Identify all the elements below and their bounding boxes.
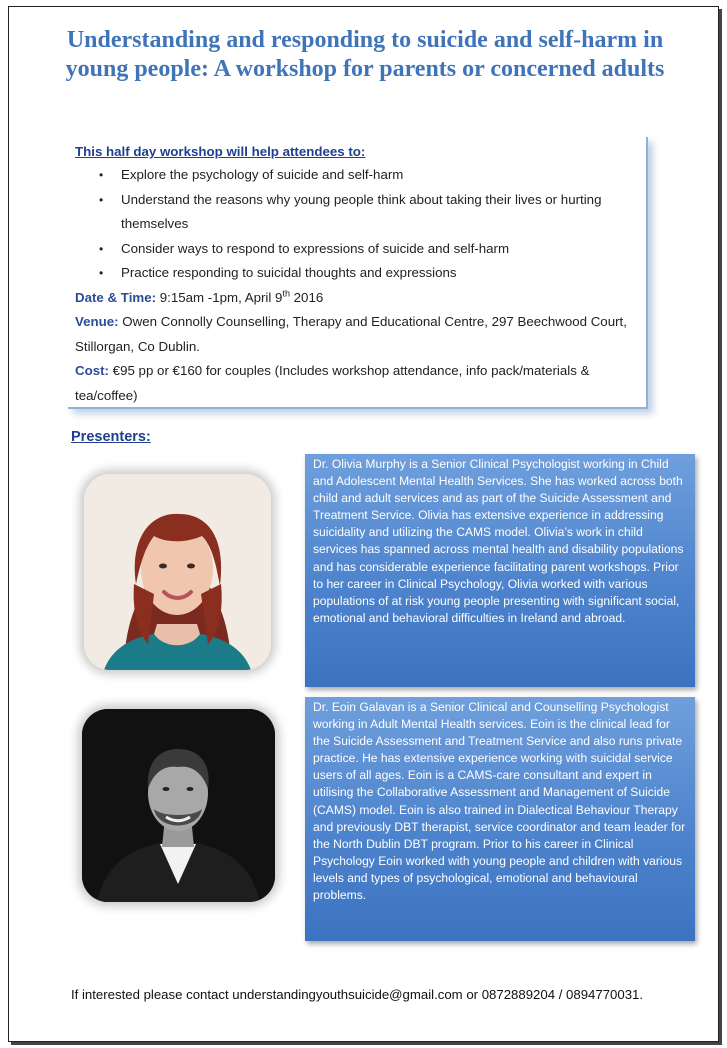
workshop-info-box — [68, 137, 648, 409]
list-item: • Practice responding to suicidal thoughts and expressions — [121, 261, 640, 286]
bullet-icon: • — [99, 241, 104, 256]
date-value: 9:15am -1pm, April 9 — [156, 289, 283, 305]
woman-portrait-icon — [84, 474, 271, 670]
date-label: Date & Time: — [75, 289, 157, 305]
objectives-list — [75, 163, 640, 286]
presenter-bio-eoin: Dr. Eoin Galavan is a Senior Clinical and Counselling Psychologist working in Adult Mental Health services. Eoin is the clinical lead for the Suicide Assessment and Treatment Service and also runs private practice. He has extensive experience working with suicidal service users of all ages. Eoin is a CAMS-care consultant and expert in utilising the Collaborative Assessment and Management of Suicide (CAMS) model. Eoin is also trained in Dialectical Behaviour Therapy and previously DBT therapist, service coordinator and team leader for the North Dublin DBT program. Prior to his career in Clinical Psychology Eoin worked with young people and children with various levels and types of psychological, emotional and behavioural problems. — [305, 697, 695, 941]
presenters-heading: Presenters: — [71, 429, 151, 445]
venue-line — [75, 310, 640, 359]
bullet-icon: • — [99, 192, 104, 207]
date-year: 2016 — [289, 289, 324, 305]
cost-label: Cost: — [75, 363, 109, 378]
list-item: • Consider ways to respond to expressions of suicide and self-harm — [121, 237, 640, 262]
bullet-icon: • — [99, 168, 104, 182]
man-portrait-icon — [82, 709, 275, 902]
presenter-photo-eoin — [82, 709, 275, 902]
list-item: • Understand the reasons why young people think about taking their lives or hurting themselves — [121, 188, 640, 237]
cost-value: €95 pp or €160 for couples (Includes workshop attendance, info pack/materials & tea/coffee) — [75, 363, 590, 403]
bullet-icon: • — [99, 266, 104, 280]
contact-info: If interested please contact understandingyouthsuicide@gmail.com or 0872889204 / 0894770031. — [71, 987, 644, 1002]
date-suffix: th — [282, 288, 290, 299]
workshop-heading: This half day workshop will help attendees to: — [75, 144, 366, 159]
presenter-bio-olivia: Dr. Olivia Murphy is a Senior Clinical Psychologist working in Child and Adolescent Mental Health Services. She has worked across both child and adult services and as part of the Suicide Assessment and Treatment Service. Olivia has extensive experience in addressing suicidality and utilizing the CAMS model. Olivia’s work in child services has spanned across mental health and disability populations and has considerable experience facilitating parent workshops. Prior to her career in Clinical Psychology, Olivia worked with various populations of at risk young people presenting with significant social, emotional and behavioral difficulties in Ireland and abroad. — [305, 454, 695, 687]
venue-value: Owen Connolly Counselling, Therapy and Educational Centre, 297 Beechwood Court, Stillorgan, Co Dublin. — [75, 314, 627, 354]
page-title: Understanding and responding to suicide and self-harm in young people: A workshop for parents or concerned adults — [65, 27, 665, 82]
presenter-photo-olivia — [84, 474, 271, 670]
cost-line — [75, 359, 640, 408]
venue-label: Venue: — [75, 314, 119, 329]
date-time-line — [75, 286, 640, 311]
list-item: • Explore the psychology of suicide and self-harm — [121, 163, 640, 188]
